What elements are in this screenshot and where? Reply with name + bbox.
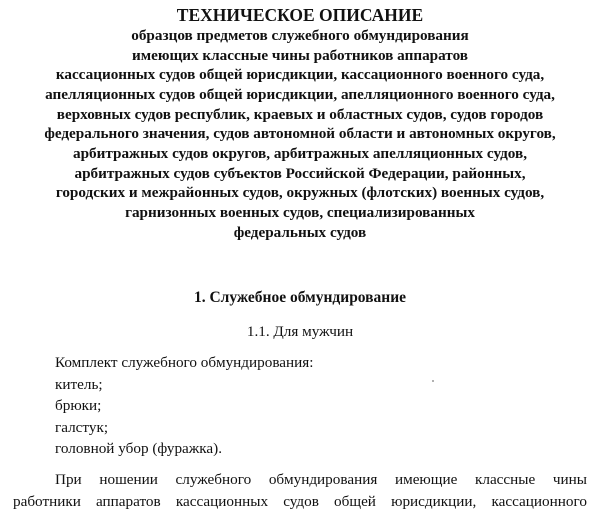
title-line: апелляционных судов общей юрисдикции, апелляционного военного суда,: [45, 85, 555, 103]
paragraph-word: аппаратов: [96, 493, 161, 510]
kit-item: галстук;: [55, 418, 109, 436]
uniform-kit-list: [55, 352, 314, 460]
title-line: федеральных судов: [233, 223, 367, 241]
title-line: имеющих классные чины работников аппаратов: [132, 46, 468, 64]
paragraph-word: служебного: [175, 471, 252, 488]
paragraph-word: чины: [552, 471, 587, 488]
document-title-block: [10, 4, 590, 242]
paragraph-word: обмундирования: [268, 471, 378, 488]
title-line: гарнизонных военных судов, специализированных: [125, 203, 475, 221]
subsection-heading: 1.1. Для мужчин: [246, 323, 354, 340]
title-line: верховных судов республик, краевых и областных судов, судов городов: [56, 105, 544, 123]
document-title: ТЕХНИЧЕСКОЕ ОПИСАНИЕ: [176, 5, 424, 25]
paragraph-word: кассационного: [491, 493, 587, 510]
paragraph-word: юрисдикции,: [391, 493, 477, 510]
paragraph-line: [13, 469, 587, 491]
paragraph-word: кассационных: [175, 493, 269, 510]
title-line: городских и межрайонных судов, окружных (флотских) военных судов,: [55, 184, 545, 202]
title-line: федерального значения, судов автономной области и автономных округов,: [44, 125, 556, 143]
title-line: кассационных судов общей юрисдикции, кассационного военного суда,: [55, 66, 545, 84]
paragraph-word: ношении: [99, 471, 158, 488]
paragraph-line: [13, 491, 587, 513]
paragraph-word: При: [55, 471, 82, 488]
kit-item: китель;: [55, 375, 103, 393]
title-line: арбитражных судов округов, арбитражных апелляционных судов,: [72, 144, 527, 162]
title-line: образцов предметов служебного обмундирования: [131, 27, 469, 44]
kit-intro: Комплект служебного обмундирования:: [55, 354, 314, 371]
paragraph-word: имеющие: [394, 471, 458, 488]
section-heading: 1. Служебное обмундирование: [193, 289, 407, 306]
kit-item: брюки;: [55, 397, 102, 414]
paragraph-word: судов: [283, 493, 319, 510]
kit-item: головной убор (фуражка).: [55, 440, 223, 457]
paragraph-word: общей: [334, 493, 376, 510]
body-paragraph: [13, 469, 587, 513]
title-line: арбитражных судов субъектов Российской Федерации, районных,: [74, 164, 526, 182]
paragraph-word: классные: [474, 471, 536, 488]
scan-speck: [432, 380, 434, 382]
paragraph-word: работники: [13, 493, 81, 510]
